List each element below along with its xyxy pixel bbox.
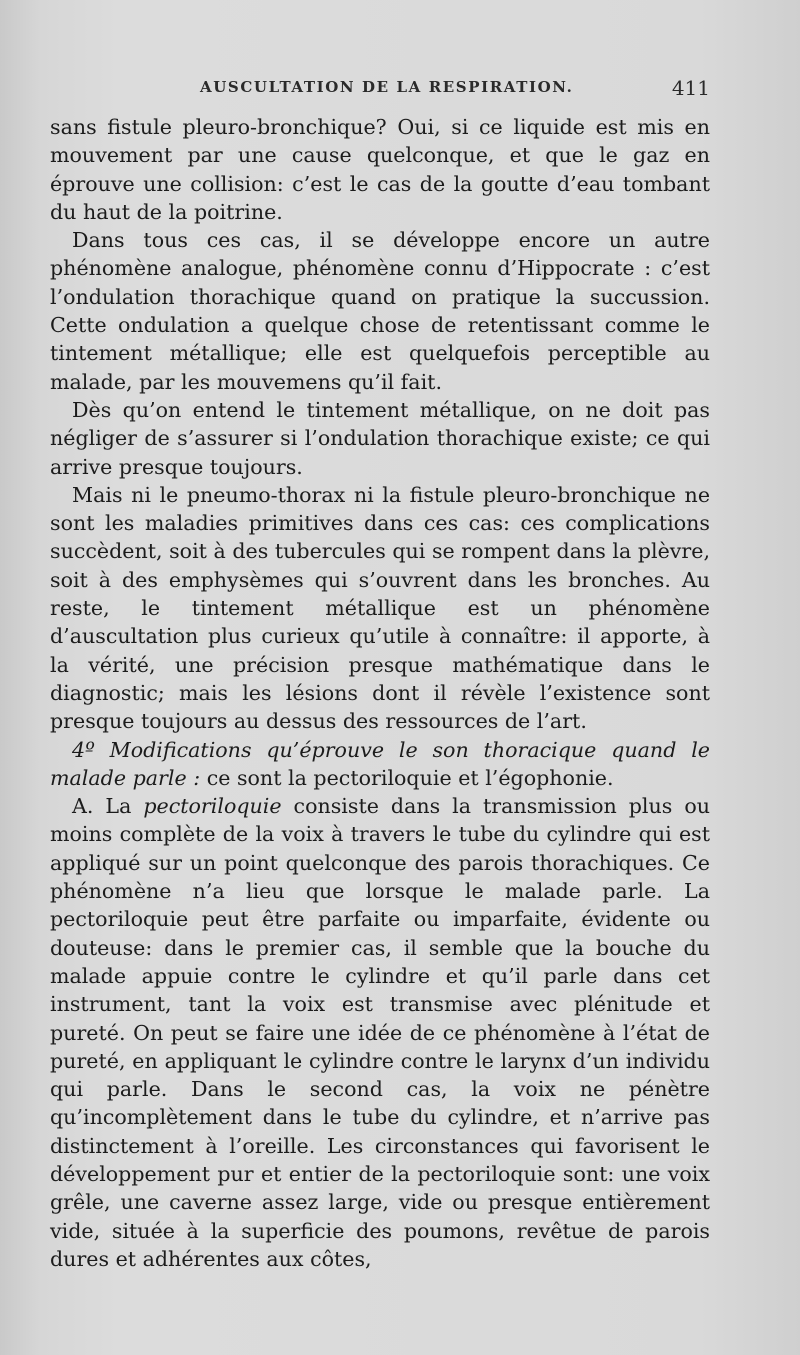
paragraph-4: Mais ni le pneumo-thorax ni la fistule pleuro-bronchique ne sont les maladies primitives dans ces cas: ces complications succèdent, soit à des tubercules qui se rompent dans la plèvre, soit à des emphysèmes qui s’ouvrent dans les bronches. Au reste, le tintement métallique est un phénomène d’auscultation plus curieux qu’utile à connaître: il apporte, à la vérité, une précision presque mathématique dans le diagnostic; mais les lésions dont il révèle l’existence sont presque toujours au dessus des ressources de l’art.: [50, 482, 710, 734]
paragraph-2: Dans tous ces cas, il se développe encore un autre phénomène analogue, phénomène connu d’Hippocrate : c’est l’ondulation thorachique quand on pratique la succussion. Cette ondulation a quelque chose de retentissant comme le tintement métallique; elle est quelquefois perceptible au malade, par les mouvemens qu’il fait.: [50, 228, 710, 394]
paragraph-1: sans fistule pleuro-bronchique? Oui, si ce liquide est mis en mouvement par une cause quelconque, et que le gaz en éprouve une collision: c’est le cas de la goutte d’eau tombant du haut de la poitrine.: [50, 115, 710, 224]
paragraph-5: [50, 736, 710, 793]
page-number: 411: [671, 76, 710, 100]
term-pectoriloquie: pectoriloquie: [143, 794, 282, 819]
running-title: AUSCULTATION DE LA RESPIRATION.: [200, 78, 574, 96]
paragraph-6: [50, 792, 710, 1273]
paragraph-6-lead: A. La: [72, 794, 144, 819]
page-header: [50, 78, 710, 104]
paragraph-5-rest: ce sont la pectoriloquie et l’égophonie.: [200, 765, 614, 790]
body-text: [50, 113, 710, 1273]
paragraph-6-rest: consiste dans la transmission plus ou moins complète de la voix à travers le tube du cylindre qui est appliqué sur un point quelconque des parois thorachiques. Ce phénomène n’a lieu que lorsque le malade parle. La pectoriloquie peut être parfaite ou imparfaite, évidente ou douteuse: dans le premier cas, il semble que la bouche du malade appuie contre le cylindre et qu’il parle dans cet instrument, tant la voix est transmise avec plénitude et pureté. On peut se faire une idée de ce phénomène à l’état de pureté, en appliquant le cylindre contre le larynx d’un individu qui parle. Dans le second cas, la voix ne pénètre qu’incomplètement dans le tube du cylindre, et n’arrive pas distinctement à l’oreille. Les circonstances qui favorisent le développement pur et entier de la pectoriloquie sont: une voix grêle, une caverne assez large, vide ou presque entièrement vide, située à la superficie des poumons, revêtue de parois dures et adhérentes aux côtes,: [50, 794, 710, 1271]
paragraph-3: Dès qu’on entend le tintement métallique, on ne doit pas négliger de s’assurer si l’ondulation thorachique existe; ce qui arrive presque toujours.: [50, 397, 710, 479]
section-heading-italic: 4º Modifications qu’éprouve le son thoracique quand le malade parle :: [50, 737, 710, 790]
